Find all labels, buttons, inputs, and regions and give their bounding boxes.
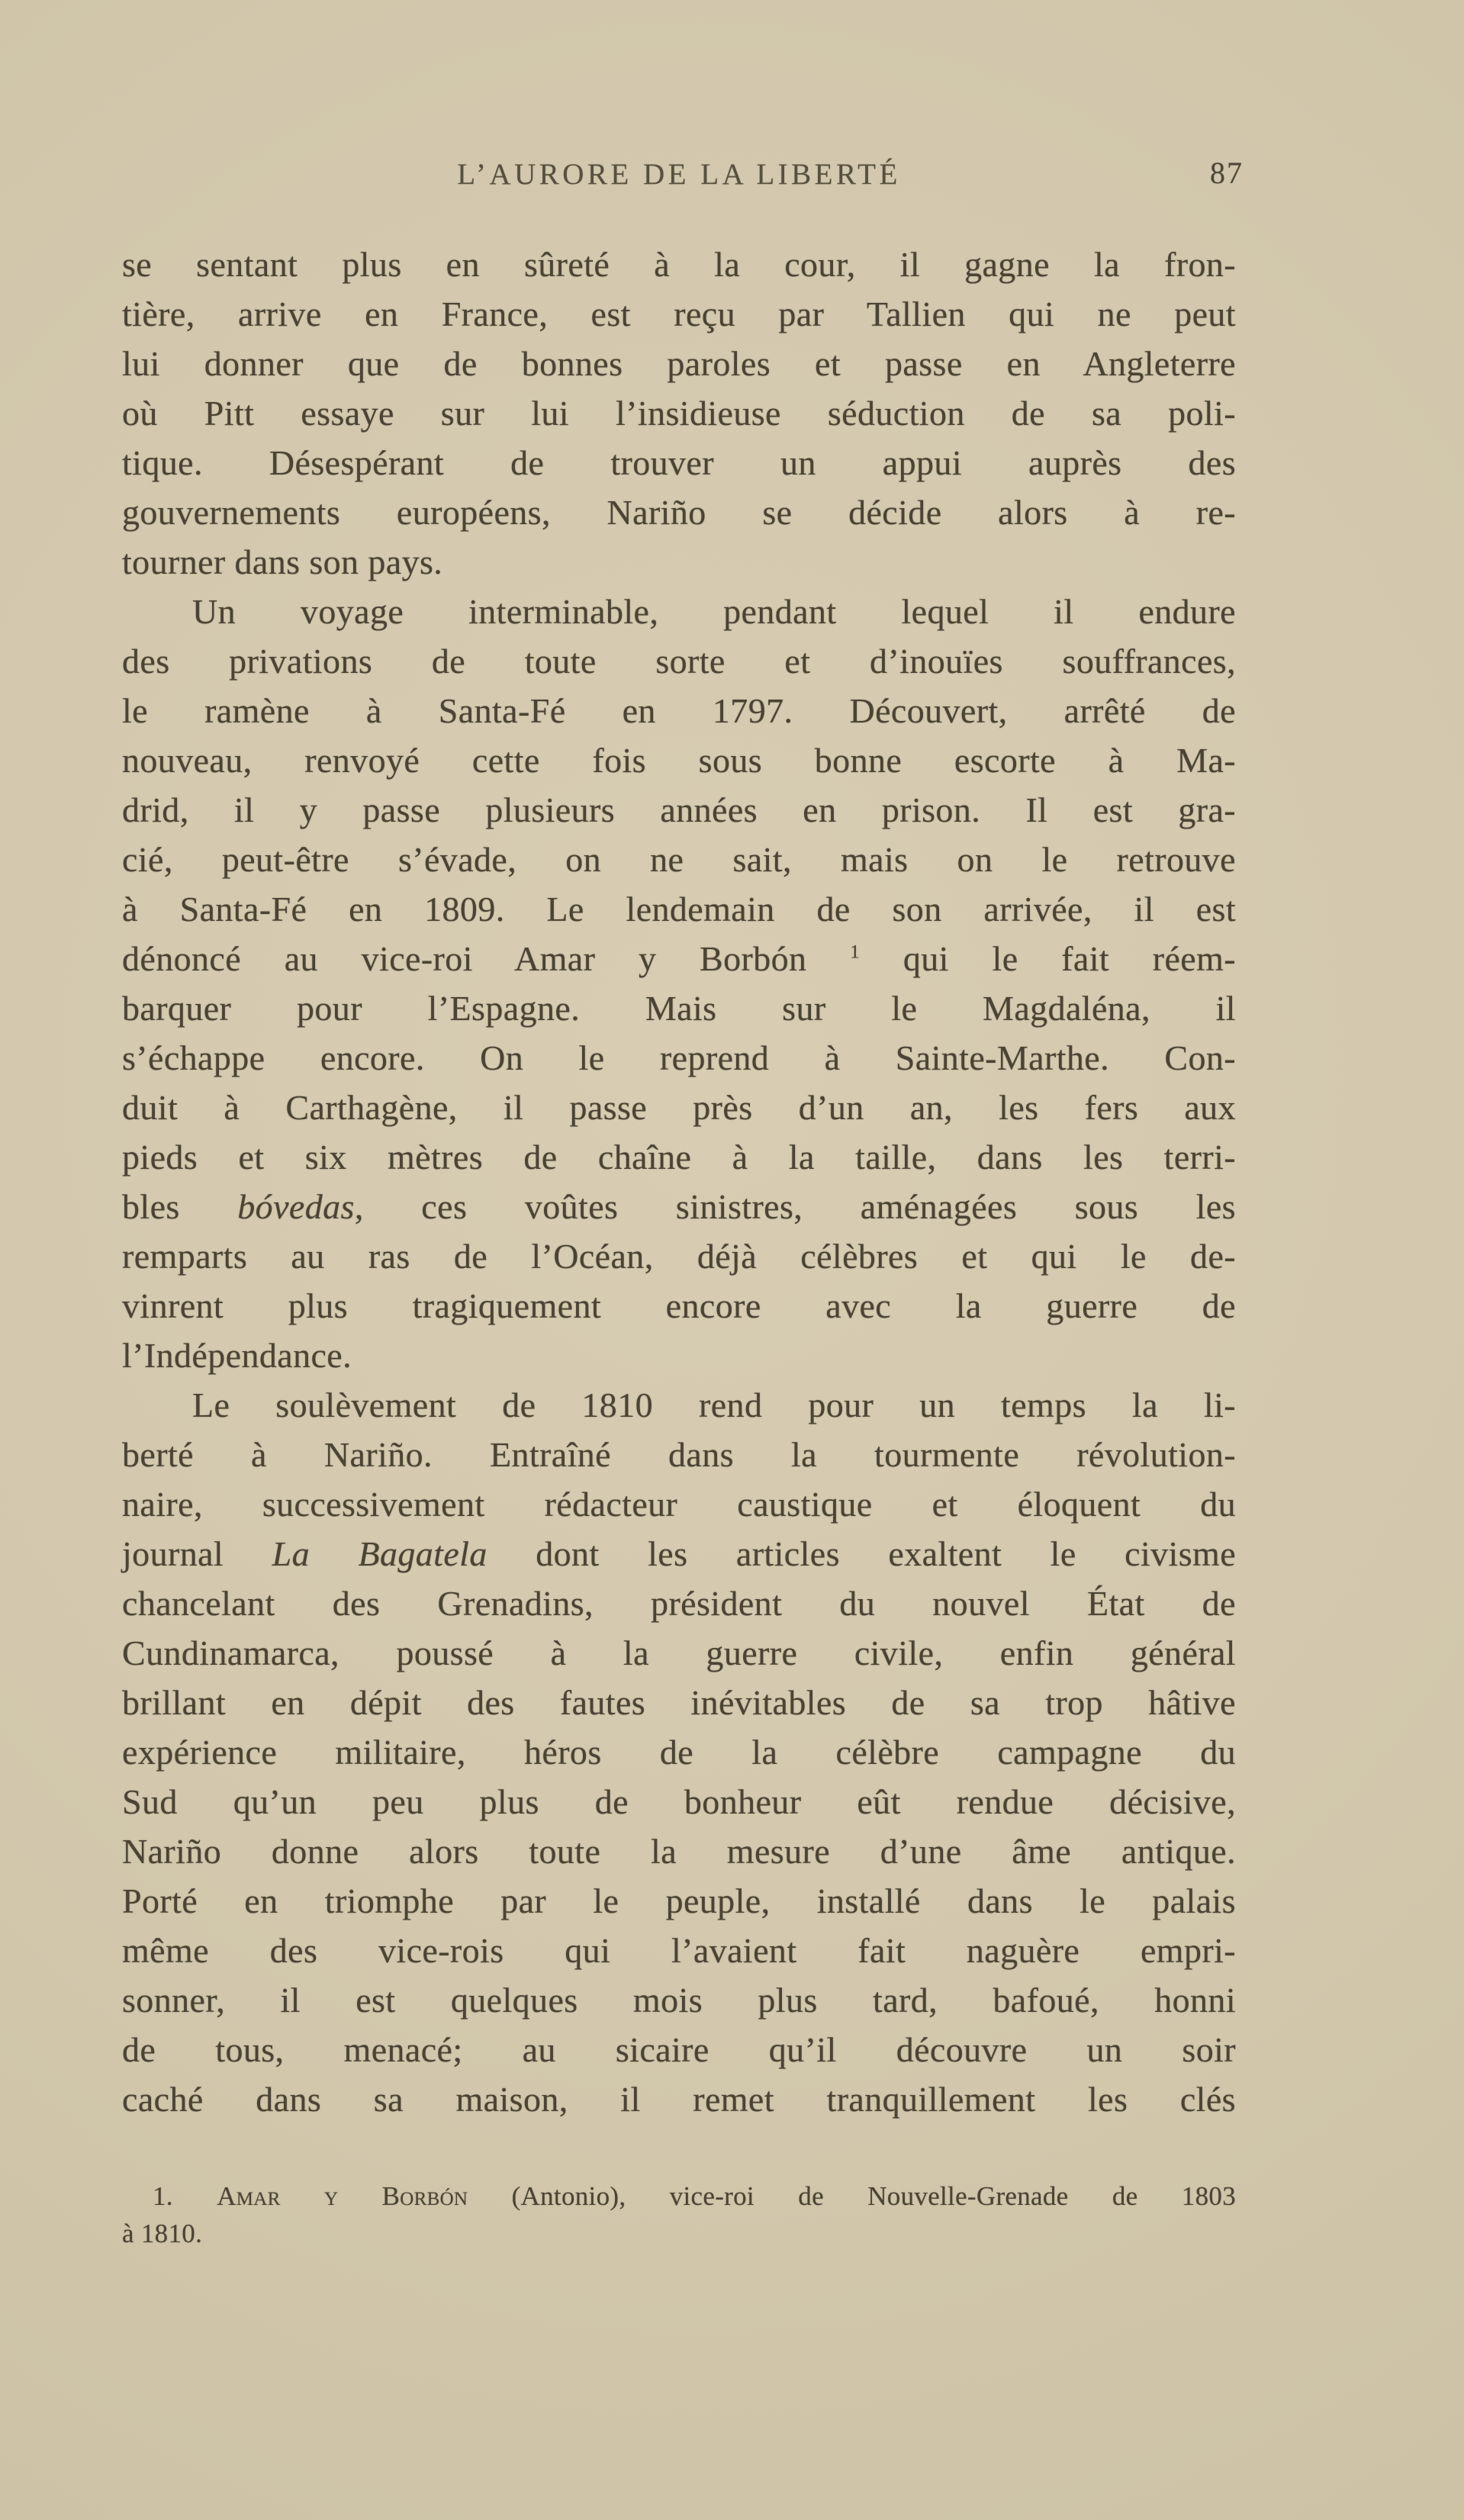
text-line	[122, 1132, 1236, 1182]
text-segment: dénoncé au vice-roi Amar y Borbón	[122, 939, 851, 978]
text-line	[122, 686, 1236, 735]
text-segment: le ramène à Santa-Fé en 1797. Découvert, arrêté de	[122, 691, 1236, 730]
text-segment: duit à Carthagène, il passe près d’un an, les fers aux	[122, 1088, 1236, 1127]
text-segment: s’échappe encore. On le reprend à Sainte-Marthe. Con-	[122, 1038, 1236, 1077]
text-segment: des privations de toute sorte et d’inouïes souffrances,	[122, 642, 1236, 681]
text-line	[122, 1579, 1236, 1628]
text-line	[122, 835, 1236, 884]
text-line	[122, 1678, 1236, 1727]
text-line	[122, 1033, 1236, 1083]
text-segment: à 1810.	[122, 2219, 203, 2248]
text-segment: pieds et six mètres de chaîne à la taille, dans les terri-	[122, 1138, 1236, 1176]
text-segment: barquer pour l’Espagne. Mais sur le Magdaléna, il	[122, 989, 1236, 1028]
text-segment: se sentant plus en sûreté à la cour, il gagne la fron-	[122, 245, 1236, 284]
page-content	[122, 156, 1244, 2252]
text-segment: journal	[122, 1534, 272, 1573]
text-segment: sonner, il est quelques mois plus tard, bafoué, honni	[122, 1981, 1236, 2020]
text-segment: tique. Désespérant de trouver un appui auprès des	[122, 443, 1236, 482]
text-segment: drid, il y passe plusieurs années en prison. Il est gra-	[122, 790, 1236, 829]
text-line	[122, 1231, 1236, 1281]
text-segment: expérience militaire, héros de la célèbre campagne du	[122, 1733, 1236, 1772]
text-segment: à Santa-Fé en 1809. Le lendemain de son arrivée, il est	[122, 890, 1236, 929]
text-line	[122, 339, 1236, 388]
text-line	[122, 2074, 1236, 2124]
text-segment: remparts au ras de l’Océan, déjà célèbres et qui le de-	[122, 1237, 1236, 1276]
text-segment: tière, arrive en France, est reçu par Tallien qui ne peut	[122, 294, 1236, 333]
text-line	[122, 537, 1236, 587]
text-segment: nouveau, renvoyé cette fois sous bonne escorte à Ma-	[122, 741, 1236, 780]
text-segment: naire, successivement rédacteur caustique et éloquent du	[122, 1485, 1236, 1524]
text-line	[122, 636, 1236, 686]
text-segment: cié, peut-être s’évade, on ne sait, mais on le retrouve	[122, 840, 1236, 879]
header-title: L’AURORE DE LA LIBERTÉ	[457, 158, 901, 191]
text-segment: berté à Nariño. Entraîné dans la tourmente révolution-	[122, 1435, 1236, 1474]
text-line	[122, 1380, 1236, 1430]
text-segment: qui le fait réem-	[860, 939, 1236, 978]
text-line	[122, 1430, 1236, 1479]
text-segment: 1	[850, 941, 861, 963]
text-line	[122, 1826, 1236, 1876]
text-segment: Porté en triomphe par le peuple, installé dans le palais	[122, 1881, 1236, 1920]
text-segment: La Bagatela	[272, 1534, 487, 1573]
text-line	[122, 785, 1236, 835]
text-line	[122, 1182, 1236, 1231]
text-segment: gouvernements européens, Nariño se décide alors à re-	[122, 493, 1236, 532]
text-line	[122, 1975, 1236, 2025]
text-line	[122, 1628, 1236, 1678]
text-line	[122, 388, 1236, 438]
text-segment: dont les articles exaltent le civisme	[487, 1534, 1237, 1573]
text-segment: brillant en dépit des fautes inévitables de sa trop hâtive	[122, 1683, 1236, 1722]
text-segment: vinrent plus tragiquement encore avec la guerre de	[122, 1286, 1236, 1325]
text-segment: où Pitt essaye sur lui l’insidieuse séduction de sa poli-	[122, 394, 1236, 433]
footnote	[122, 2177, 1236, 2252]
text-line	[122, 1331, 1236, 1380]
text-segment: Nariño donne alors toute la mesure d’une âme antique.	[122, 1832, 1236, 1871]
text-line	[122, 1777, 1236, 1826]
text-segment: (Antonio), vice-roi de Nouvelle-Grenade de 1803	[468, 2181, 1236, 2211]
text-line	[122, 735, 1236, 785]
text-segment: l’Indépendance.	[122, 1336, 352, 1375]
text-line	[122, 1479, 1236, 1529]
text-line	[122, 587, 1236, 636]
text-line	[122, 240, 1236, 289]
text-segment: tourner dans son pays.	[122, 542, 443, 581]
text-line	[122, 934, 1236, 983]
text-line	[122, 1926, 1236, 1975]
text-line	[122, 1281, 1236, 1331]
text-segment: lui donner que de bonnes paroles et passe en Angleterre	[122, 344, 1236, 383]
text-line	[122, 1083, 1236, 1132]
text-line	[122, 1529, 1236, 1579]
text-segment: chancelant des Grenadins, président du nouvel État de	[122, 1584, 1236, 1623]
text-segment: Un voyage interminable, pendant lequel il endure	[192, 592, 1236, 631]
text-line	[122, 289, 1236, 339]
text-segment: bles	[122, 1187, 238, 1226]
running-header	[122, 156, 1244, 191]
text-line	[122, 983, 1236, 1033]
text-segment: Le soulèvement de 1810 rend pour un temps la li-	[192, 1386, 1236, 1424]
text-segment: , ces voûtes sinistres, aménagées sous les	[354, 1187, 1236, 1226]
text-segment: Cundinamarca, poussé à la guerre civile, enfin général	[122, 1633, 1236, 1672]
text-segment: bóvedas	[237, 1187, 355, 1226]
footnote-line	[122, 2177, 1236, 2215]
page-number: 87	[1210, 156, 1244, 190]
text-segment: Amar y Borbón	[217, 2181, 468, 2211]
text-segment: Sud qu’un peu plus de bonheur eût rendue décisive,	[122, 1782, 1236, 1821]
text-segment: de tous, menacé; au sicaire qu’il découvre un soir	[122, 2030, 1236, 2069]
text-line	[122, 1876, 1236, 1926]
text-line	[122, 438, 1236, 488]
text-line	[122, 884, 1236, 934]
text-segment: même des vice-rois qui l’avaient fait naguère empri-	[122, 1931, 1236, 1970]
text-line	[122, 1727, 1236, 1777]
footnote-line	[122, 2215, 1236, 2252]
main-text	[122, 240, 1236, 2124]
text-segment: 1.	[153, 2181, 217, 2211]
text-line	[122, 2025, 1236, 2074]
text-segment: caché dans sa maison, il remet tranquillement les clés	[122, 2080, 1236, 2119]
text-line	[122, 488, 1236, 537]
